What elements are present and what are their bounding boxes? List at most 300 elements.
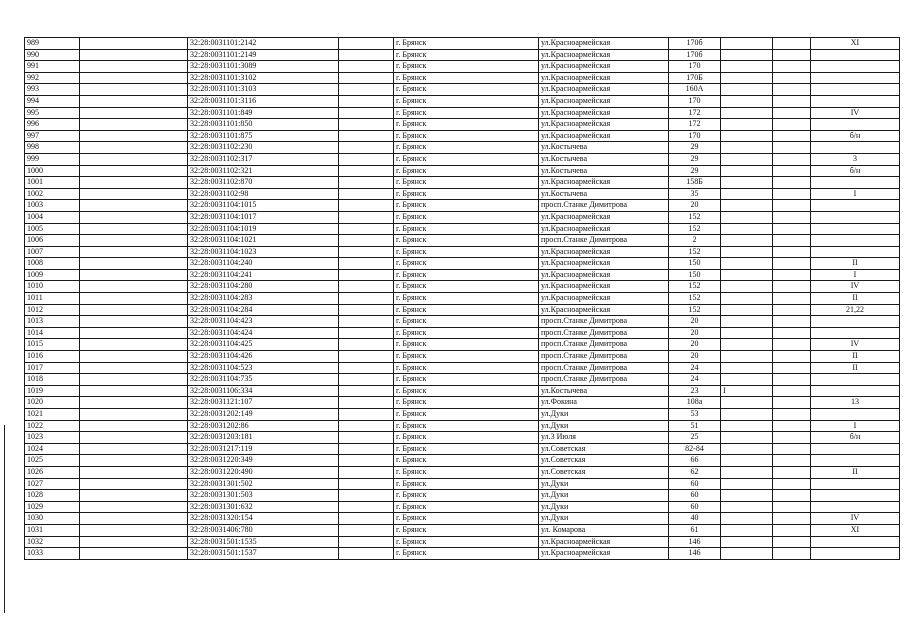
street-cell: ул.Фокина [539,397,669,409]
house-number-cell: 60 [669,490,721,502]
row-number-cell: 1023 [25,432,80,444]
city-cell: г. Брянск [394,397,539,409]
house-number-cell: 2 [669,235,721,247]
table-row [25,513,900,525]
extra-cell [721,130,773,142]
cadastral-number-cell: 32:28:0031102:317 [188,153,339,165]
extra-cell [721,327,773,339]
city-cell: г. Брянск [394,38,539,50]
house-number-cell: 66 [669,455,721,467]
empty-cell [339,293,394,305]
empty-cell [339,548,394,560]
empty-cell [339,351,394,363]
street-cell: ул.Красноармейская [539,269,669,281]
row-number-cell: 1003 [25,200,80,212]
scan-edge-mark [4,425,5,613]
empty-cell [80,258,188,270]
premises-note-cell [811,200,900,212]
street-cell: ул.Костычева [539,142,669,154]
empty-cell [80,38,188,50]
cadastral-number-cell: 32:28:0031101:3089 [188,61,339,73]
extra-cell [721,455,773,467]
extra-cell [721,304,773,316]
street-cell: ул.Дуки [539,478,669,490]
table-row [25,420,900,432]
house-number-cell: 160А [669,84,721,96]
cadastral-number-cell: 32:28:0031104:1023 [188,246,339,258]
premises-note-cell: б/н [811,432,900,444]
table-row [25,316,900,328]
empty-cell [339,246,394,258]
premises-note-cell: II [811,362,900,374]
empty-cell [80,409,188,421]
premises-note-cell [811,316,900,328]
extra-cell: I [721,385,773,397]
street-cell: ул.Красноармейская [539,258,669,270]
extra-cell [721,38,773,50]
city-cell: г. Брянск [394,536,539,548]
empty-cell [339,269,394,281]
city-cell: г. Брянск [394,119,539,131]
premises-note-cell: I [811,269,900,281]
row-number-cell: 1006 [25,235,80,247]
premises-note-cell [811,223,900,235]
house-number-cell: 170 [669,95,721,107]
city-cell: г. Брянск [394,524,539,536]
empty-cell [80,246,188,258]
empty-cell [339,153,394,165]
street-cell: ул.Красноармейская [539,107,669,119]
city-cell: г. Брянск [394,130,539,142]
city-cell: г. Брянск [394,548,539,560]
city-cell: г. Брянск [394,327,539,339]
street-cell: ул.Красноармейская [539,49,669,61]
extra-cell [721,119,773,131]
cadastral-number-cell: 32:28:0031406:780 [188,524,339,536]
house-number-cell: 152 [669,281,721,293]
empty-cell [80,385,188,397]
table-row [25,246,900,258]
cadastral-number-cell: 32:28:0031501:1537 [188,548,339,560]
city-cell: г. Брянск [394,235,539,247]
empty-cell [773,130,811,142]
street-cell: ул.Красноармейская [539,536,669,548]
premises-note-cell: IV [811,513,900,525]
empty-cell [339,177,394,189]
extra-cell [721,200,773,212]
extra-cell [721,269,773,281]
empty-cell [80,466,188,478]
empty-cell [773,513,811,525]
street-cell: ул.Красноармейская [539,130,669,142]
empty-cell [773,38,811,50]
row-number-cell: 1019 [25,385,80,397]
premises-note-cell: I [811,188,900,200]
extra-cell [721,420,773,432]
empty-cell [773,548,811,560]
empty-cell [339,466,394,478]
street-cell: ул.Красноармейская [539,548,669,560]
empty-cell [339,397,394,409]
empty-cell [80,119,188,131]
table-row [25,142,900,154]
street-cell: ул.Советская [539,455,669,467]
cadastral-number-cell: 32:28:0031501:1535 [188,536,339,548]
cadastral-number-cell: 32:28:0031104:424 [188,327,339,339]
empty-cell [80,200,188,212]
table-row [25,293,900,305]
city-cell: г. Брянск [394,84,539,96]
extra-cell [721,490,773,502]
cadastral-number-cell: 32:28:0031101:875 [188,130,339,142]
empty-cell [339,327,394,339]
extra-cell [721,316,773,328]
street-cell: ул.Красноармейская [539,72,669,84]
premises-note-cell: XI [811,38,900,50]
table-row [25,443,900,455]
city-cell: г. Брянск [394,501,539,513]
premises-note-cell [811,501,900,513]
street-cell: ул.Красноармейская [539,84,669,96]
street-cell: ул.Костычева [539,153,669,165]
empty-cell [339,339,394,351]
empty-cell [773,409,811,421]
empty-cell [80,501,188,513]
empty-cell [80,478,188,490]
street-cell: ул.3 Июля [539,432,669,444]
premises-note-cell: IV [811,339,900,351]
empty-cell [773,304,811,316]
extra-cell [721,536,773,548]
row-number-cell: 1013 [25,316,80,328]
empty-cell [339,211,394,223]
street-cell: просп.Станке Димитрова [539,327,669,339]
cadastral-number-cell: 32:28:0031220:490 [188,466,339,478]
table-row [25,235,900,247]
empty-cell [80,61,188,73]
street-cell: просп.Станке Димитрова [539,374,669,386]
empty-cell [773,316,811,328]
house-number-cell: 20 [669,327,721,339]
row-number-cell: 1025 [25,455,80,467]
row-number-cell: 990 [25,49,80,61]
table-row [25,327,900,339]
street-cell: ул.Костычева [539,165,669,177]
house-number-cell: 152 [669,304,721,316]
empty-cell [80,536,188,548]
empty-cell [80,177,188,189]
extra-cell [721,351,773,363]
row-number-cell: 1024 [25,443,80,455]
empty-cell [773,339,811,351]
house-number-cell: 24 [669,362,721,374]
empty-cell [339,490,394,502]
table-row [25,95,900,107]
empty-cell [773,443,811,455]
table-row [25,130,900,142]
house-number-cell: 108а [669,397,721,409]
street-cell: просп.Станке Димитрова [539,316,669,328]
empty-cell [339,304,394,316]
cadastral-number-cell: 32:28:0031104:280 [188,281,339,293]
cadastral-number-cell: 32:28:0031104:240 [188,258,339,270]
empty-cell [339,38,394,50]
house-number-cell: 146 [669,548,721,560]
premises-note-cell [811,548,900,560]
extra-cell [721,142,773,154]
row-number-cell: 989 [25,38,80,50]
premises-note-cell [811,95,900,107]
empty-cell [339,281,394,293]
extra-cell [721,524,773,536]
premises-note-cell [811,84,900,96]
table-row [25,84,900,96]
empty-cell [773,211,811,223]
table-row [25,374,900,386]
table-row [25,200,900,212]
house-number-cell: 170Б [669,72,721,84]
table-body [25,38,900,560]
cadastral-number-cell: 32:28:0031301:632 [188,501,339,513]
extra-cell [721,258,773,270]
empty-cell [773,269,811,281]
premises-note-cell: 13 [811,397,900,409]
house-number-cell: 170б [669,38,721,50]
table-row [25,339,900,351]
empty-cell [80,293,188,305]
row-number-cell: 994 [25,95,80,107]
empty-cell [80,304,188,316]
table-row [25,490,900,502]
house-number-cell: 60 [669,501,721,513]
row-number-cell: 992 [25,72,80,84]
extra-cell [721,466,773,478]
table-row [25,409,900,421]
empty-cell [773,351,811,363]
cadastral-number-cell: 32:28:0031101:3116 [188,95,339,107]
street-cell: ул.Дуки [539,490,669,502]
city-cell: г. Брянск [394,95,539,107]
empty-cell [773,258,811,270]
street-cell: ул.Дуки [539,409,669,421]
empty-cell [773,188,811,200]
extra-cell [721,293,773,305]
empty-cell [773,501,811,513]
empty-cell [773,119,811,131]
premises-note-cell [811,235,900,247]
street-cell: ул.Советская [539,443,669,455]
premises-note-cell: II [811,258,900,270]
row-number-cell: 1027 [25,478,80,490]
empty-cell [80,524,188,536]
empty-cell [339,200,394,212]
cadastral-number-cell: 32:28:0031217:119 [188,443,339,455]
empty-cell [80,327,188,339]
empty-cell [80,548,188,560]
empty-cell [339,130,394,142]
premises-note-cell: IV [811,107,900,119]
house-number-cell: 51 [669,420,721,432]
row-number-cell: 1020 [25,397,80,409]
street-cell: просп.Станке Димитрова [539,339,669,351]
empty-cell [339,432,394,444]
cadastral-number-cell: 32:28:0031301:503 [188,490,339,502]
empty-cell [339,478,394,490]
empty-cell [80,84,188,96]
row-number-cell: 1001 [25,177,80,189]
city-cell: г. Брянск [394,211,539,223]
street-cell: ул.Дуки [539,420,669,432]
extra-cell [721,84,773,96]
empty-cell [339,223,394,235]
house-number-cell: 158Б [669,177,721,189]
row-number-cell: 1032 [25,536,80,548]
table-row [25,478,900,490]
house-number-cell: 150 [669,258,721,270]
premises-note-cell: II [811,293,900,305]
row-number-cell: 1021 [25,409,80,421]
premises-note-cell: IV [811,281,900,293]
empty-cell [80,420,188,432]
street-cell: ул.Красноармейская [539,223,669,235]
empty-cell [339,142,394,154]
city-cell: г. Брянск [394,490,539,502]
row-number-cell: 1008 [25,258,80,270]
empty-cell [773,235,811,247]
empty-cell [773,153,811,165]
city-cell: г. Брянск [394,200,539,212]
city-cell: г. Брянск [394,223,539,235]
empty-cell [80,188,188,200]
house-number-cell: 29 [669,142,721,154]
empty-cell [339,501,394,513]
empty-cell [773,385,811,397]
row-number-cell: 1007 [25,246,80,258]
premises-note-cell: 21,22 [811,304,900,316]
empty-cell [80,432,188,444]
premises-note-cell [811,327,900,339]
street-cell: ул.Красноармейская [539,293,669,305]
row-number-cell: 1015 [25,339,80,351]
city-cell: г. Брянск [394,432,539,444]
house-number-cell: 170 [669,61,721,73]
empty-cell [773,246,811,258]
extra-cell [721,235,773,247]
street-cell: ул.Красноармейская [539,211,669,223]
city-cell: г. Брянск [394,177,539,189]
empty-cell [773,524,811,536]
empty-cell [773,177,811,189]
empty-cell [80,72,188,84]
extra-cell [721,246,773,258]
empty-cell [773,223,811,235]
empty-cell [773,420,811,432]
empty-cell [773,327,811,339]
cadastral-number-cell: 32:28:0031106:334 [188,385,339,397]
table-row [25,536,900,548]
row-number-cell: 993 [25,84,80,96]
cadastral-number-cell: 32:28:0031101:3103 [188,84,339,96]
empty-cell [773,95,811,107]
empty-cell [339,362,394,374]
table-row [25,177,900,189]
table-row [25,351,900,363]
empty-cell [80,490,188,502]
empty-cell [773,107,811,119]
extra-cell [721,339,773,351]
street-cell: ул.Красноармейская [539,119,669,131]
row-number-cell: 1014 [25,327,80,339]
house-number-cell: 40 [669,513,721,525]
cadastral-number-cell: 32:28:0031202:149 [188,409,339,421]
empty-cell [80,513,188,525]
street-cell: просп.Станке Димитрова [539,235,669,247]
cadastral-number-cell: 32:28:0031320:154 [188,513,339,525]
extra-cell [721,397,773,409]
row-number-cell: 998 [25,142,80,154]
row-number-cell: 1016 [25,351,80,363]
row-number-cell: 999 [25,153,80,165]
table-row [25,258,900,270]
row-number-cell: 1012 [25,304,80,316]
extra-cell [721,165,773,177]
row-number-cell: 1011 [25,293,80,305]
cadastral-number-cell: 32:28:0031301:502 [188,478,339,490]
premises-note-cell [811,119,900,131]
empty-cell [80,95,188,107]
empty-cell [339,107,394,119]
empty-cell [339,235,394,247]
city-cell: г. Брянск [394,72,539,84]
cadastral-number-cell: 32:28:0031121:107 [188,397,339,409]
house-number-cell: 20 [669,200,721,212]
house-number-cell: 53 [669,409,721,421]
street-cell: ул.Красноармейская [539,281,669,293]
empty-cell [773,49,811,61]
premises-note-cell: XI [811,524,900,536]
empty-cell [80,269,188,281]
extra-cell [721,548,773,560]
street-cell: ул.Красноармейская [539,95,669,107]
empty-cell [80,223,188,235]
city-cell: г. Брянск [394,374,539,386]
cadastral-number-cell: 32:28:0031102:230 [188,142,339,154]
empty-cell [339,188,394,200]
row-number-cell: 1000 [25,165,80,177]
house-number-cell: 20 [669,339,721,351]
city-cell: г. Брянск [394,409,539,421]
extra-cell [721,107,773,119]
empty-cell [339,258,394,270]
cadastral-number-cell: 32:28:0031203:181 [188,432,339,444]
table-row [25,455,900,467]
city-cell: г. Брянск [394,478,539,490]
cadastral-number-cell: 32:28:0031104:1019 [188,223,339,235]
table-row [25,269,900,281]
premises-note-cell: б/н [811,130,900,142]
table-row [25,61,900,73]
city-cell: г. Брянск [394,293,539,305]
empty-cell [339,443,394,455]
street-cell: просп.Станке Димитрова [539,351,669,363]
premises-note-cell: II [811,351,900,363]
city-cell: г. Брянск [394,269,539,281]
table-row [25,223,900,235]
empty-cell [339,61,394,73]
extra-cell [721,501,773,513]
premises-note-cell: I [811,420,900,432]
city-cell: г. Брянск [394,455,539,467]
